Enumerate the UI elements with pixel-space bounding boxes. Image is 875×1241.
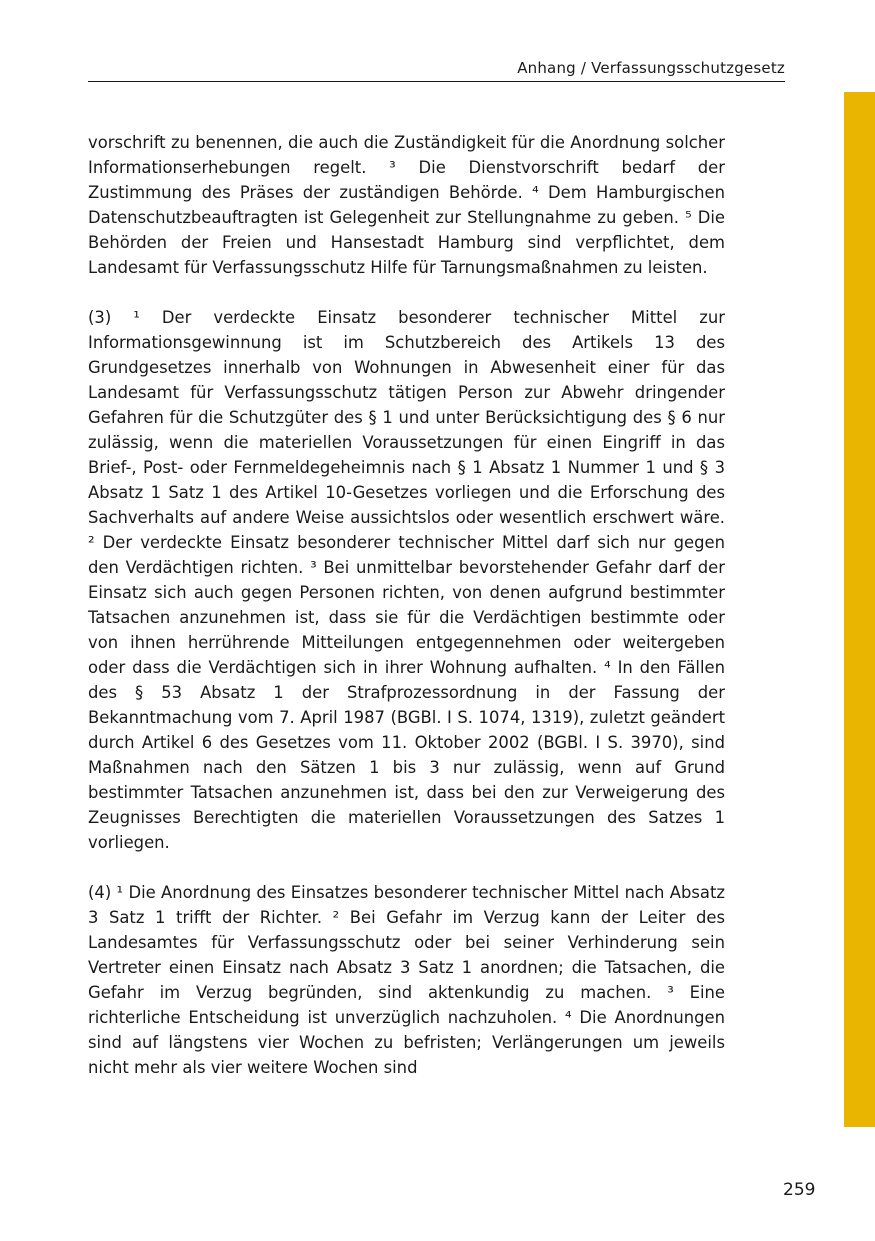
paragraph-4: (4) ¹ Die Anordnung des Einsatzes besonderer technischer Mittel nach Absatz 3 Satz 1 trifft der Richter. ² Bei Gefahr im Verzug kann der Leiter des Landesamtes für Verfassungsschutz oder bei seiner Verhinderung sein Vertreter einen Einsatz nach Absatz 3 Satz 1 anordnen; die Tatsachen, die Gefahr im Verzug begründen, sind aktenkundig zu machen. ³ Eine richterliche Entscheidung ist unverzüglich nachzuholen. ⁴ Die Anordnungen sind auf längstens vier Wochen zu befristen; Verlängerungen um jeweils nicht mehr als vier weitere Wochen sind	[88, 883, 725, 1077]
chapter-tab-marker	[844, 92, 875, 1127]
body-text	[88, 130, 725, 1080]
header-title: Anhang / Verfassungsschutzgesetz	[517, 59, 785, 77]
paragraph-continuation: vorschrift zu benennen, die auch die Zuständigkeit für die Anordnung solcher Informationserhebungen regelt. ³ Die Dienstvorschrift bedarf der Zustimmung des Präses der zuständigen Behörde. ⁴ Dem Hamburgischen Datenschutzbeauftragten ist Gelegenheit zur Stellungnahme zu geben. ⁵ Die Behörden der Freien und Hansestadt Hamburg sind verpflichtet, dem Landesamt für Verfassungsschutz Hilfe für Tarnungsmaßnahmen zu leisten.	[88, 133, 725, 277]
page-number: 259	[783, 1180, 816, 1200]
paragraph-3: (3) ¹ Der verdeckte Einsatz besonderer technischer Mittel zur Informationsgewinnung ist im Schutzbereich des Artikels 13 des Grundgesetzes innerhalb von Wohnungen in Abwesenheit einer für das Landesamt für Verfassungsschutz tätigen Person zur Abwehr dringender Gefahren für die Schutzgüter des § 1 und unter Berücksichtigung des § 6 nur zulässig, wenn die materiellen Voraussetzungen für einen Eingriff in das Brief-, Post- oder Fernmeldegeheimnis nach § 1 Absatz 1 Nummer 1 und § 3 Absatz 1 Satz 1 des Artikel 10-Gesetzes vorliegen und die Erforschung des Sachverhalts auf andere Weise aussichtslos oder wesentlich erschwert wäre. ² Der verdeckte Einsatz besonderer technischer Mittel darf sich nur gegen den Verdächtigen richten. ³ Bei unmittelbar bevorstehender Gefahr darf der Einsatz sich auch gegen Personen richten, von denen aufgrund bestimmter Tatsachen anzunehmen ist, dass sie für die Verdächtigen bestimmte oder von ihnen herrührende Mitteilungen entgegennehmen oder weitergeben oder dass die Verdächtigen sich in ihrer Wohnung aufhalten. ⁴ In den Fällen des § 53 Absatz 1 der Strafprozessordnung in der Fassung der Bekanntmachung vom 7. April 1987 (BGBl. I S. 1074, 1319), zuletzt geändert durch Artikel 6 des Gesetzes vom 11. Oktober 2002 (BGBl. I S. 3970), sind Maßnahmen nach den Sätzen 1 bis 3 nur zulässig, wenn auf Grund bestimmter Tatsachen anzunehmen ist, dass bei den zur Verweigerung des Zeugnisses Berechtigten die materiellen Voraussetzungen des Satzes 1 vorliegen.	[88, 308, 725, 852]
running-header	[88, 57, 785, 82]
